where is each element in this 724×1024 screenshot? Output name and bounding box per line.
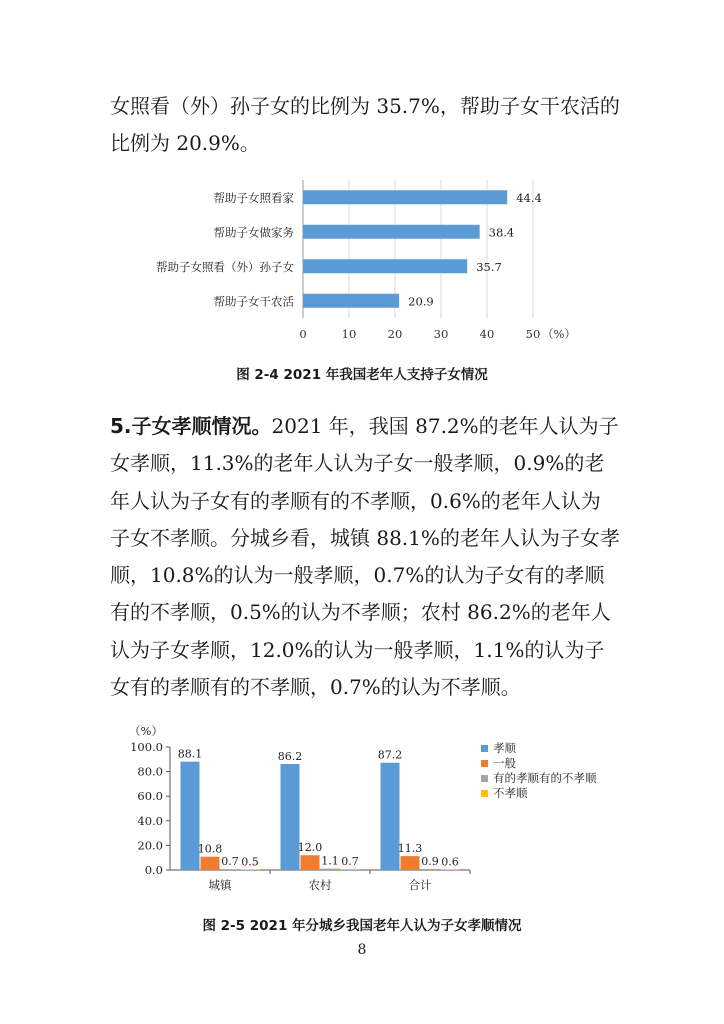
figure-1-caption: 图 2-4 2021 年我国老年人支持子女情况: [236, 367, 488, 383]
figure-2-caption: 图 2-5 2021 年分城乡我国老年人认为子女孝顺情况: [202, 918, 522, 934]
chart2-bar: [221, 869, 240, 870]
paragraph-2-text: 2021 年，我国 87.2%的老年人认为子女孝顺，11.3%的老年人认为子女一般孝顺，0.9%的老年人认为子女有的孝顺有的不孝顺，0.6%的老年人认为子女不孝顺。分城乡看，城镇 88.1%的老年人认为子女孝顺，10.8%的认为一般孝顺，0.7%的认为子女有的孝顺有的不孝顺，0.5%的认为不孝顺；农村 86.2%的老年人认为子女孝顺，12.0%的认为一般孝顺，1.1%的认为子女有的孝顺有的不孝顺，0.7%的认为不孝顺。: [110, 414, 620, 700]
chart2-value-label: 0.5: [241, 855, 259, 869]
chart2-legend-swatch: [481, 760, 488, 767]
chart1-bar: [303, 294, 399, 308]
chart2-value-label: 87.2: [377, 748, 403, 762]
chart2-y-tick-label: 60.0: [137, 789, 163, 804]
chart1-bar: [303, 259, 467, 273]
chart1-category-label: 帮助子女做家务: [213, 225, 294, 240]
page-number: 8: [357, 942, 367, 958]
chart1-bar: [303, 225, 480, 239]
chart2-value-label: 0.7: [221, 855, 239, 869]
chart2-value-label: 0.7: [341, 855, 359, 869]
chart1-category-label: 帮助子女干农活: [213, 294, 294, 309]
chart2-bar: [241, 869, 260, 870]
chart2-legend: [481, 741, 597, 800]
chart1-x-tick-label: 30: [433, 327, 449, 341]
chart2-bar: [201, 857, 220, 870]
chart2-category-label: 农村: [308, 878, 332, 892]
chart2-legend-label: 孝顺: [493, 741, 516, 755]
chart1-bar: [303, 190, 507, 204]
chart2-y-tick-label: 0.0: [144, 863, 163, 877]
chart2-value-label: 10.8: [197, 842, 223, 856]
chart2-value-label: 88.1: [177, 747, 203, 761]
chart2-legend-swatch: [481, 745, 488, 752]
paragraph-1: 女照看（外）孙子女的比例为 35.7%，帮助子女干农活的比例为 20.9%。: [110, 94, 620, 156]
chart1-x-tick-label: 0: [299, 327, 307, 341]
chart1-value-label: 38.4: [488, 225, 515, 240]
chart2-bar: [401, 856, 420, 870]
chart2-value-label: 0.9: [421, 854, 439, 868]
chart2-legend-label: 不孝顺: [493, 786, 528, 800]
chart1-category-label: 帮助子女照看（外）孙子女: [156, 259, 294, 274]
chart2-bar: [281, 764, 300, 870]
chart1-x-tick-label: 40: [479, 327, 495, 341]
chart2-value-label: 1.1: [321, 854, 339, 868]
chart2-bar: [421, 869, 440, 870]
chart1-x-tick-label: 20: [387, 327, 403, 341]
chart2-bar: [301, 855, 320, 870]
chart2-legend-swatch: [481, 775, 488, 782]
chart2-value-label: 11.3: [397, 842, 423, 856]
chart2-y-tick-label: 100.0: [130, 740, 163, 754]
chart2-bar: [341, 869, 360, 870]
chart2-value-label: 12.0: [297, 841, 323, 855]
chart2-bar: [181, 762, 200, 870]
chart1-x-tick-label: 10: [341, 327, 357, 341]
filial-piety-chart: [0, 718, 724, 896]
support-children-chart: [0, 170, 724, 350]
section-heading: 5.子女孝顺情况。: [110, 414, 272, 438]
chart2-legend-swatch: [481, 790, 488, 797]
chart2-y-tick-label: 40.0: [137, 813, 163, 828]
chart2-bar: [321, 869, 340, 870]
chart2-y-tick-label: 80.0: [137, 764, 163, 779]
chart2-bar: [441, 869, 460, 870]
chart1-value-label: 20.9: [408, 294, 434, 309]
paragraph-2: [110, 408, 620, 706]
chart2-legend-label: 一般: [493, 756, 516, 770]
chart2-legend-label: 有的孝顺有的不孝顺: [493, 771, 597, 785]
chart2-category-label: 城镇: [208, 878, 232, 892]
chart2-y-unit: （%）: [129, 724, 163, 738]
chart2-value-label: 0.6: [441, 855, 459, 869]
chart1-x-unit: （%）: [542, 327, 576, 341]
chart2-y-tick-label: 20.0: [137, 838, 163, 853]
chart1-category-label: 帮助子女照看家: [213, 190, 294, 205]
chart2-bar: [381, 763, 400, 870]
chart2-category-label: 合计: [408, 878, 432, 892]
chart1-bars: [303, 190, 507, 308]
chart2-value-label: 86.2: [277, 749, 303, 763]
chart1-x-tick-label: 50: [525, 327, 541, 341]
chart1-value-label: 35.7: [476, 259, 502, 274]
chart1-value-label: 44.4: [516, 190, 542, 205]
